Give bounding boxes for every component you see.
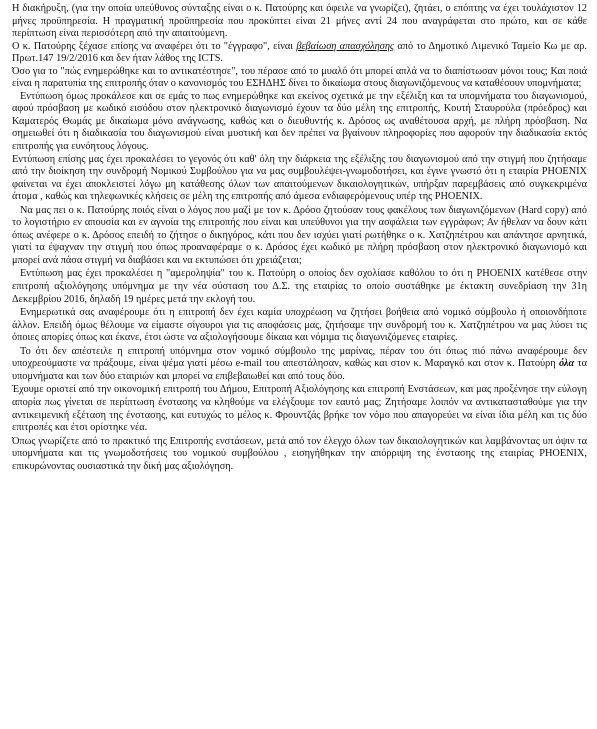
paragraph-11-text: Όπως γνωρίζετε από το πρακτικό της Επιτροπής ενστάσεων, μετά από τον έλεγχο όλων των δικαιολογητικών και λαμβάνοντας υπ όψιν τα υπομνήματα και τις γνωμοδοτήσεις του νομικού συμβούλου , εισηγήθηκαν την απόρριψη της ένστασης της εταιρίας PHOENIX, επικυρώνοντας ουσιαστικά την δική μας αξιολόγηση. bbox=[12, 435, 587, 472]
paragraph-7-text: Εντύπωση μας έχει προκαλέσει η "αμεροληψία" του κ. Πατούρη ο οποίος δεν σχολίασε καθόλου το ότι η PHOENIX κατέθεσε στην επιτροπή αξιολόγησης υπόμνημα με την νέα σύσταση του Δ.Σ. της εταιρίας το οποίο συστάθηκε με έκτακτη συνεδρίαση την 31η Δεκεμβρίου 2016, δηλαδή 19 ημέρες μετά την εκλογή του. bbox=[12, 268, 587, 305]
paragraph-5 bbox=[12, 154, 587, 204]
paragraph-2-text-start: Ο κ. Πατούρης ξέχασε επίσης να αναφέρει ότι το "έγγραφο", είναι bbox=[12, 40, 297, 52]
paragraph-5-text: Εντύπωση επίσης μας έχει προκαλέσει το γεγονός ότι καθ' όλη την διάρκεια της εξέλιξης του διαγωνισμού από την στιγμή που ζητήσαμε από την διοίκηση την συνδρομή Νομικού Συμβούλου για να μας συμβουλέψει-γνωμοδοτήσει, και έγινε γνωστό ότι η εταιρία PHOENIX φαίνεται να έχει αποκλειστεί λόγω μη κατάθεσης όλων των απαιτούμενων δικαιολογητικών, υπήρξαν παρεμβάσεις από συγκεκριμένα άτομα , καθώς και τηλεφωνικές κλήσεις σε μέλη της επιτροπής από άμεσα ενδιαφερόμενους υπέρ της PHOENIX. bbox=[12, 153, 587, 203]
paragraph-7 bbox=[12, 268, 587, 306]
paragraph-4 bbox=[12, 91, 587, 154]
paragraph-1-text: Η διακήρυξη, (για την οποία υπεύθυνος σύνταξης είναι ο κ. Πατούρης και όφειλε να γνωρίζει), ζητάει, ο επόπτης να έχει τουλάχιστον 12 μήνες προϋπηρεσία. Η πραγματική προϋπηρεσία που προκύπτει είναι 21 μήνες αντί 24 που αναγράφεται στο πρώτο, και σε κάθε περίπτωση είναι περισσότερη από την απαιτούμενη. bbox=[12, 3, 587, 40]
paragraph-2-text-end: από το Δημοτικό Λιμενικό Ταμείο Κω με αρ. Πρωτ.147 19/2/2016 και δεν ήταν λάθος της ICTS. bbox=[12, 40, 587, 65]
paragraph-4-text: Εντύπωση όμως προκάλεσε και σε εμάς το πως ενημερώθηκε και εκείνος σχετικά με την εξέλιξη και τα υπομνήματα του διαγωνισμού, αφού πρόσβαση με κωδικό εισόδου στον ηλεκτρονικό διαγωνισμό έχουν τα δύο μέλη της επιτροπής, Κουτή Σταυρούλα (πρόεδρος) και Καματερός Θωμάς με δικαίωμα μόνο ανάγνωσης, καθώς και ο διευθυντής κ. Δρόσος ως αναθέτουσα αρχή, με πλήρη πρόσβαση. Να σημειωθεί ότι η διαδικασία του διαγωνισμού είναι μυστική και δεν πρέπει να βγαίνουν πληροφορίες που αφορούν την διαδικασία εκτός επιτροπής για ευνόητους λόγους. bbox=[12, 90, 587, 153]
paragraph-10-text: Έχουμε οριστεί από την οικονομική επιτροπή του Δήμου, Επιτροπή Αξιολόγησης και επιτροπή Ενστάσεων, και μας προξένησε την εύλογη απορία πως γίνεται σε περίπτωση ένστασης να κληθούμε να ελέγξουμε τον εαυτό μας; Ζητήσαμε λοιπόν να αντικατασταθούμε για την αντικειμενική εξέταση της ένστασης, και ευτυχώς το μέλος κ. Φρουντζάς βρήκε τον νόμο που απαγορεύει να είναι ίδια μέλη και τις δύο επιτροπές και έτσι ορίστηκε νέα. bbox=[12, 384, 587, 434]
paragraph-2 bbox=[12, 41, 587, 66]
paragraph-3 bbox=[12, 66, 587, 91]
paragraph-6-text: Να μας πει ο κ. Πατούρης ποιός είναι ο λόγος που μαζί με τον κ. Δρόσο ζητούσαν τους φακέλους των διαγωνιζόμενων (Hard copy) από το λογιστήριο εν απουσία και εν αγνοία της επιτροπής που είναι και υπεύθυνοι για την ασφάλεια των εγγράφων; Αν ήθελαν να δουν κάτι όπως ανέφερε ο κ. Δρόσος επειδή το ζήτησε ο δικηγόρος, κάτι που δεν ισχύει γιατί ρωτήθηκε ο κ. Χατζηπέτρου και απάντησε αρνητικά, γιατί τα έψαχναν την στιγμή που όπως προαναφέραμε ο κ. Δρόσος έχει κωδικό με πλήρη πρόσβαση στον ηλεκτρονικό διαγωνισμό και μπορεί ανά πάσα στιγμή να διαβάσει και να εκτυπώσει ότι χρειάζεται; bbox=[12, 204, 587, 266]
paragraph-6 bbox=[12, 205, 587, 268]
paragraph-9 bbox=[12, 346, 587, 384]
paragraph-9-text-end: τα υπομνήματα και των δύο εταιριών και μπορεί να επιβεβαιωθεί και από τους δύο. bbox=[12, 358, 587, 382]
paragraph-10 bbox=[12, 384, 587, 434]
paragraph-11 bbox=[12, 436, 587, 474]
paragraph-1 bbox=[12, 3, 587, 41]
paragraph-9-text-start: Το ότι δεν απέστειλε η επιτροπή υπόμνημα στον νομικό σύμβουλο της μαρίνας, πέραν του ότι όπως πιό πάνω αναφέρουμε δεν υποχρεούμαστε να πράξουμε, είναι ψέμα γιατί μέσω e-mail του απεστάλησαν, καθώς και στον κ. Μαραγκό και στον κ. Πατούρη bbox=[12, 345, 587, 370]
paragraph-8-text: Ενημερωτικά σας αναφέρουμε ότι η επιτροπή δεν έχει καμία υποχρέωση να ζητήσει βοήθεια από νομικό σύμβουλο ή οποιονδήποτε άλλον. Επειδή όμως θέλουμε να είμαστε σίγουροι για τις αποφάσεις μας, ζητήσαμε την συνδρομή του κ. Χατζηπέτρου να μας λύσει τις όποιες απορίες όπως και έκανε, έτσι ώστε να αξιολογήσουμε δίκαια και νόμιμα τις διαγωνιζόμενες εταιρίες. bbox=[12, 307, 587, 344]
paragraph-9-emphasis: όλα bbox=[558, 358, 575, 370]
paragraph-3-text: Όσο για το "πώς ενημερώθηκε και το αντικατέστησε", του πέρασε από το μυαλό ότι μπορεί απλά να το διαπίστωσαν μόνοι τους; Και ποιά είναι η παρατυπία της επιτροπής όταν ο κανονισμός του ΕΣΗΔΗΣ δίνει το δικαίωμα στους διαγωνιζόμενους να καταθέσουν υπομνήματα; bbox=[12, 65, 587, 90]
paragraph-8 bbox=[12, 307, 587, 345]
paragraph-2-emphasis: βεβαίωση απασχόλησης bbox=[296, 40, 395, 52]
